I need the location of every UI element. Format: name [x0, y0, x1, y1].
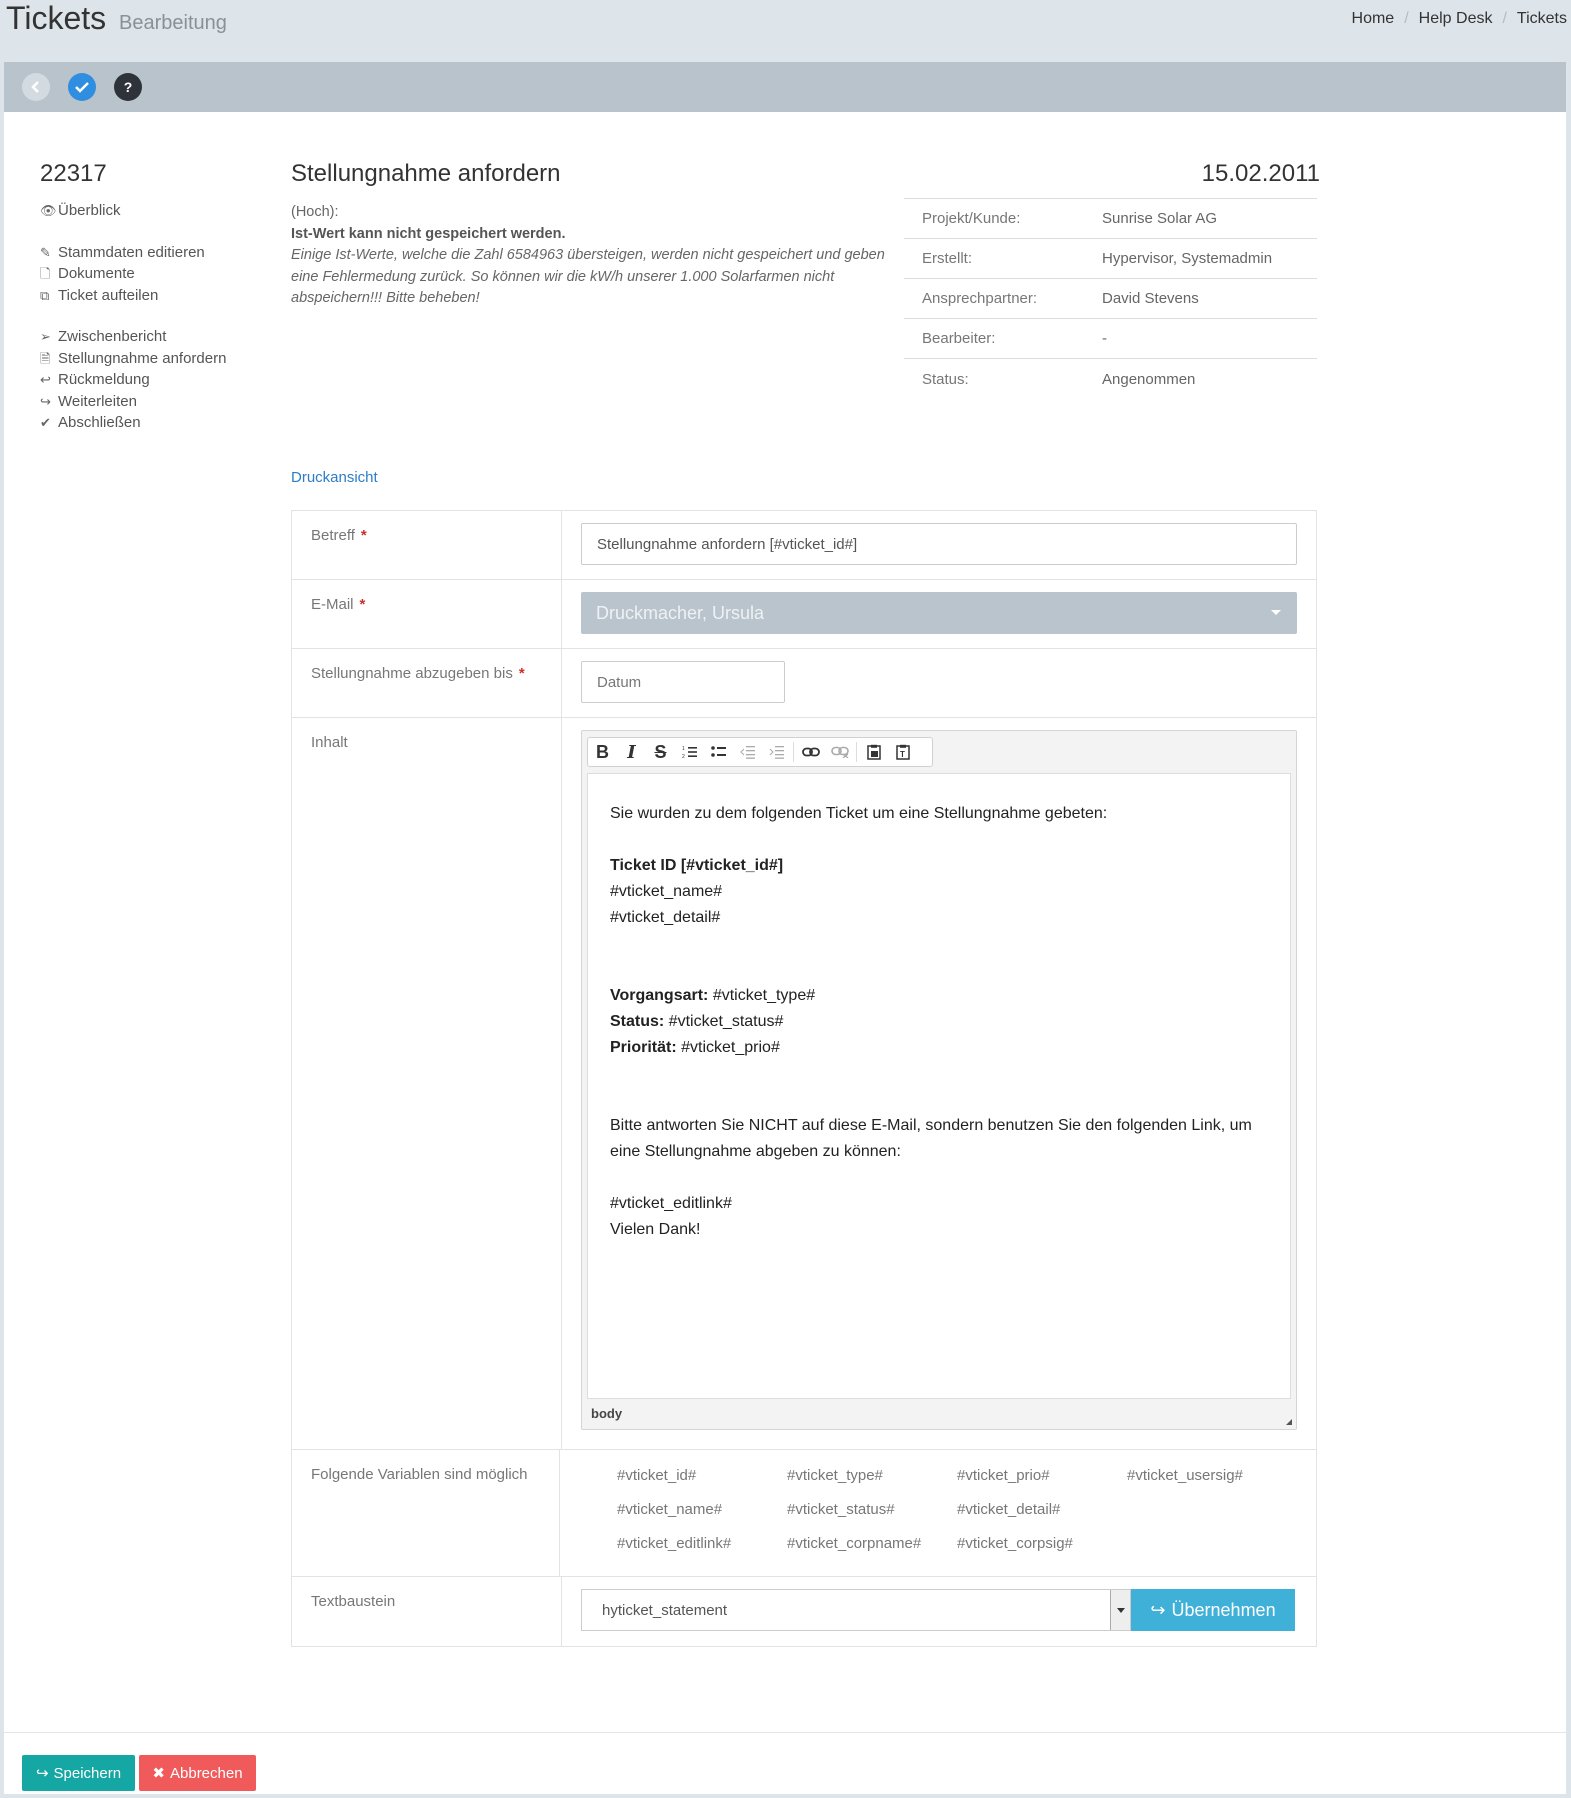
email-cell: [562, 580, 1316, 648]
link-button[interactable]: [796, 738, 825, 766]
textblock-select-value: hyticket_statement: [602, 1601, 728, 1619]
rich-text-editor: [581, 730, 1297, 1430]
sidenav-interim[interactable]: [40, 326, 226, 348]
editor-toolbar: [582, 731, 1296, 769]
variable-item: #vticket_prio#: [957, 1467, 1050, 1484]
due-date-input[interactable]: Datum: [581, 661, 785, 703]
file-icon: 🗋: [40, 266, 51, 281]
paste-text-icon: [895, 744, 911, 760]
editor-button-group: [587, 737, 933, 767]
toolbar-separator: [793, 742, 794, 762]
breadcrumb-separator: /: [1502, 10, 1507, 27]
sidenav-overview[interactable]: [40, 200, 226, 222]
info-row-assignee: [904, 319, 1317, 359]
sidenav-label: Stellungnahme anfordern: [58, 349, 227, 367]
variable-item: #vticket_usersig#: [1127, 1467, 1243, 1484]
copy-icon: ⧉: [40, 287, 50, 303]
save-button[interactable]: [22, 1755, 135, 1791]
info-value: David Stevens: [1102, 290, 1199, 307]
editor-line: Vielen Dank!: [610, 1221, 701, 1238]
check-icon: [75, 81, 89, 93]
bold-button[interactable]: B: [596, 741, 609, 762]
ticket-description: [291, 202, 891, 310]
form-row-textblock: [292, 1577, 1316, 1646]
resize-handle-icon[interactable]: [1286, 1419, 1292, 1425]
sidenav-label: Abschließen: [58, 414, 141, 431]
subject-input[interactable]: Stellungnahme anfordern [#vticket_id#]: [581, 523, 1297, 565]
breadcrumb-separator: /: [1404, 10, 1409, 27]
sidenav-edit-master[interactable]: [40, 242, 226, 264]
svg-text:2: 2: [681, 754, 685, 759]
info-value: -: [1102, 330, 1107, 347]
ticket-sidenav: [40, 200, 226, 434]
share-icon: ↪: [40, 393, 51, 409]
due-date-label-text: Stellungnahme abzugeben bis: [311, 665, 513, 682]
indent-icon: [769, 745, 785, 759]
sidenav-label: Rückmeldung: [58, 371, 150, 388]
subject-cell: [562, 511, 1316, 579]
info-row-contact: [904, 279, 1317, 319]
info-value: Sunrise Solar AG: [1102, 210, 1218, 227]
textblock-select[interactable]: [581, 1589, 1131, 1631]
file-text-icon: 🗎: [40, 350, 51, 366]
subject-label-text: Betreff: [311, 527, 355, 544]
outdent-icon: [740, 745, 756, 759]
reply-icon: ↩: [40, 372, 51, 387]
save-label: Speichern: [53, 1764, 122, 1782]
main-panel: [4, 112, 1566, 1794]
email-select-value: Druckmacher, Ursula: [596, 602, 765, 623]
variables-label: Folgende Variablen sind möglich: [292, 1450, 560, 1576]
variable-item: #vticket_editlink#: [617, 1535, 732, 1552]
sidenav-label: Zwischenbericht: [58, 328, 167, 345]
confirm-button[interactable]: [68, 73, 96, 101]
info-row-status: [904, 359, 1317, 399]
variable-item: #vticket_corpname#: [787, 1535, 922, 1552]
variables-cell: [560, 1450, 1316, 1576]
form-footer: [4, 1732, 1566, 1782]
variable-item: [1127, 1500, 1297, 1520]
breadcrumb-home[interactable]: Home: [1351, 10, 1395, 27]
bullet-list-button[interactable]: [704, 738, 733, 766]
required-mark: *: [518, 665, 525, 682]
textblock-label: Textbaustein: [292, 1577, 562, 1646]
editor-line: #vticket_editlink#: [610, 1195, 732, 1212]
cancel-button[interactable]: [139, 1755, 256, 1791]
sidenav-label: Überblick: [58, 202, 121, 219]
info-row-project: [904, 199, 1317, 239]
variable-item: #vticket_corpsig#: [957, 1535, 1073, 1552]
variables-grid: [579, 1464, 1297, 1554]
dropdown-arrow-icon: [1110, 1590, 1130, 1630]
statement-form: [291, 510, 1317, 1647]
textblock-controls: [581, 1589, 1297, 1631]
cancel-label: Abbrechen: [170, 1764, 243, 1782]
unlink-button[interactable]: [825, 738, 854, 766]
editor-prio-value: #vticket_prio#: [676, 1039, 780, 1056]
ticket-summary: Ist-Wert kann nicht gespeichert werden.: [291, 225, 566, 242]
bullet-list-icon: [711, 745, 727, 759]
info-label: Projekt/Kunde:: [922, 210, 1021, 227]
sidenav-close[interactable]: [40, 412, 226, 434]
info-row-created: [904, 239, 1317, 279]
editor-prio-label: Priorität:: [610, 1039, 677, 1056]
print-view-link[interactable]: Druckansicht: [291, 469, 378, 486]
info-value: Angenommen: [1102, 370, 1196, 388]
email-select[interactable]: [581, 592, 1297, 634]
outdent-button[interactable]: [733, 738, 762, 766]
paste-word-icon: [866, 744, 882, 760]
apply-label: Übernehmen: [1171, 1599, 1276, 1620]
sidenav-documents[interactable]: [40, 263, 226, 285]
help-button[interactable]: ?: [114, 73, 142, 101]
link-icon: [802, 747, 820, 757]
sidenav-label: Stammdaten editieren: [58, 243, 205, 261]
indent-button[interactable]: [762, 738, 791, 766]
sidenav-feedback[interactable]: [40, 369, 226, 391]
svg-text:T: T: [899, 750, 905, 759]
editor-line: #vticket_name#: [610, 883, 723, 900]
subject-label: [292, 511, 562, 579]
editor-status-label: Status:: [610, 1013, 665, 1030]
variable-item: #vticket_name#: [617, 1501, 723, 1518]
close-icon: ✖: [152, 1765, 165, 1782]
form-row-content: [292, 718, 1316, 1450]
editor-line: #vticket_detail#: [610, 909, 721, 926]
sidenav-label: Dokumente: [58, 265, 135, 282]
page-subtitle: Bearbeitung: [119, 12, 227, 34]
toolbar-separator: [856, 742, 857, 762]
chevron-left-icon: [31, 81, 41, 93]
page-title-text: Tickets: [6, 0, 107, 36]
ticket-title: Stellungnahme anfordern: [291, 160, 561, 187]
info-label: Status:: [922, 370, 969, 388]
breadcrumb-helpdesk[interactable]: Help Desk: [1418, 10, 1493, 27]
content-label: Inhalt: [292, 718, 562, 1449]
sidenav-forward[interactable]: [40, 391, 226, 413]
check-icon: ✔: [40, 415, 51, 430]
form-row-email: [292, 580, 1316, 649]
numbered-list-button[interactable]: [675, 738, 704, 766]
variable-item: #vticket_id#: [617, 1467, 697, 1484]
variable-item: #vticket_detail#: [957, 1501, 1061, 1518]
variable-item: #vticket_type#: [787, 1467, 883, 1484]
textblock-cell: [562, 1577, 1316, 1646]
editor-ticket-id: Ticket ID [#vticket_id#]: [610, 857, 784, 874]
page-title: [6, 0, 227, 37]
back-button[interactable]: [22, 73, 50, 101]
breadcrumb-tickets[interactable]: Tickets: [1516, 10, 1567, 27]
action-toolbar: [4, 62, 1566, 112]
sidenav-label: Ticket aufteilen: [58, 286, 159, 304]
ticket-description-text: Einige Ist-Werte, welche die Zahl 6584963 übersteigen, werden nicht gespeichert und geben eine Fehlermedung zurück. So können wir die kW/h unserer 1.000 Solarfarmen nicht abspeichern!!! Bitte beheben!: [291, 247, 885, 306]
pencil-icon: ✎: [40, 244, 51, 260]
variable-item: [1127, 1534, 1297, 1554]
send-icon: ➢: [40, 329, 51, 344]
sidenav-split[interactable]: [40, 285, 226, 307]
share-icon: ↪: [35, 1765, 49, 1782]
editor-content[interactable]: [587, 773, 1291, 1399]
sidenav-label: Weiterleiten: [58, 392, 137, 410]
sidenav-request-statement[interactable]: [40, 348, 226, 370]
editor-status-path: body: [591, 1406, 623, 1421]
email-label-text: E-Mail: [311, 596, 354, 613]
eye-icon: 👁: [40, 203, 57, 218]
form-row-variables: [292, 1450, 1316, 1577]
variable-item: #vticket_status#: [787, 1501, 895, 1518]
ticket-id: 22317: [40, 160, 107, 187]
apply-textblock-button[interactable]: [1131, 1589, 1295, 1631]
info-label: Ansprechpartner:: [922, 290, 1038, 307]
caret-down-icon: [1271, 610, 1281, 615]
editor-line: Sie wurden zu dem folgenden Ticket um eine Stellungnahme gebeten:: [610, 805, 1108, 822]
ticket-date: 15.02.2011: [1201, 160, 1320, 187]
svg-text:1: 1: [681, 746, 685, 752]
numbered-list-icon: [682, 745, 698, 759]
info-value: Hypervisor, Systemadmin: [1102, 250, 1273, 267]
due-date-cell: [562, 649, 1316, 717]
editor-type-value: #vticket_type#: [708, 987, 816, 1004]
required-mark: *: [360, 527, 367, 544]
form-row-subject: [292, 511, 1316, 580]
editor-notice: Bitte antworten Sie NICHT auf diese E-Mail, sondern benutzen Sie den folgenden Link, um eine Stellungnahme abgeben zu können:: [610, 1117, 1252, 1160]
info-label: Bearbeiter:: [922, 330, 996, 347]
form-row-due-date: [292, 649, 1316, 718]
ticket-priority: (Hoch):: [291, 204, 339, 220]
content-cell: [562, 718, 1316, 1449]
paste-word-button[interactable]: [859, 738, 888, 766]
ticket-info-table: [904, 198, 1317, 399]
editor-type-label: Vorgangsart:: [610, 987, 709, 1004]
unlink-icon: [831, 746, 849, 758]
share-icon: ↪: [1150, 1599, 1166, 1620]
italic-button[interactable]: I: [627, 741, 636, 763]
strikethrough-button[interactable]: S: [654, 741, 667, 762]
email-label: [292, 580, 562, 648]
info-label: Erstellt:: [922, 250, 973, 267]
breadcrumb: [1352, 10, 1567, 28]
editor-status-value: #vticket_status#: [664, 1013, 784, 1030]
paste-text-button[interactable]: [888, 738, 917, 766]
required-mark: *: [359, 596, 366, 613]
due-date-label: [292, 649, 562, 717]
